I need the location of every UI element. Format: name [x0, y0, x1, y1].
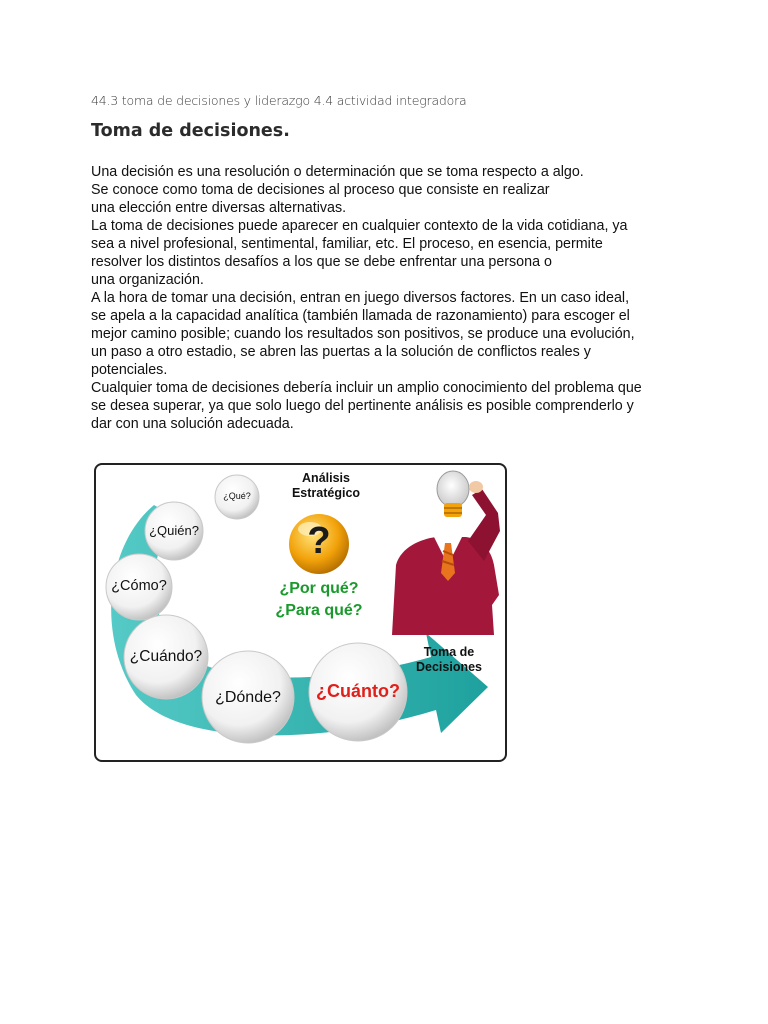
paragraph-line: se apela a la capacidad analítica (también llamada de razonamiento) para escoger el [91, 308, 630, 324]
businessman-lightbulb-icon [392, 471, 500, 635]
why-line1: ¿Por qué? [279, 580, 359, 597]
label-quien: ¿Quién? [149, 523, 199, 538]
analysis-title-line1: Análisis [302, 471, 350, 485]
document-header: 44.3 toma de decisiones y liderazgo 4.4 actividad integradora [91, 93, 467, 108]
decision-making-diagram [94, 463, 507, 762]
paragraph-line: Se conoce como toma de decisiones al proceso que consiste en realizar [91, 182, 550, 198]
paragraph-line: Cualquier toma de decisiones debería incluir un amplio conocimiento del problema que [91, 380, 642, 396]
paragraph-line: Una decisión es una resolución o determinación que se toma respecto a algo. [91, 164, 584, 180]
label-cuanto: ¿Cuánto? [316, 681, 400, 701]
paragraph-line: mejor camino posible; cuando los resultados son positivos, se produce una evolución, [91, 326, 635, 342]
decision-line2: Decisiones [415, 660, 482, 674]
paragraph-line: se desea superar, ya que solo luego del pertinente análisis es posible comprenderlo y [91, 398, 634, 414]
body-paragraph [91, 163, 691, 433]
paragraph-line: potenciales. [91, 362, 168, 378]
paragraph-line: un paso a otro estadio, se abren las puertas a la solución de conflictos reales y [91, 344, 591, 360]
why-questions [254, 578, 384, 622]
paragraph-line: La toma de decisiones puede aparecer en cualquier contexto de la vida cotidiana, ya [91, 218, 628, 234]
label-donde: ¿Dónde? [215, 689, 281, 706]
label-que: ¿Qué? [223, 491, 251, 501]
question-mark-glyph: ? [307, 520, 331, 562]
decision-line1: Toma de [423, 645, 475, 659]
paragraph-line: sea a nivel profesional, sentimental, familiar, etc. El proceso, en esencia, permite [91, 236, 603, 252]
why-line2: ¿Para qué? [275, 602, 363, 619]
paragraph-line: una elección entre diversas alternativas. [91, 200, 347, 216]
decision-label [404, 645, 494, 675]
analysis-title-line2: Estratégico [291, 486, 361, 500]
paragraph-line: dar con una solución adecuada. [91, 416, 294, 432]
paragraph-line: una organización. [91, 272, 204, 288]
document-title: Toma de decisiones. [91, 121, 290, 141]
paragraph-line: A la hora de tomar una decisión, entran en juego diversos factores. En un caso ideal, [91, 290, 630, 306]
label-como: ¿Cómo? [111, 578, 167, 594]
analysis-title [271, 471, 381, 501]
label-cuando: ¿Cuándo? [129, 648, 203, 665]
paragraph-line: resolver los distintos desafíos a los que se debe enfrentar una persona o [91, 254, 552, 270]
